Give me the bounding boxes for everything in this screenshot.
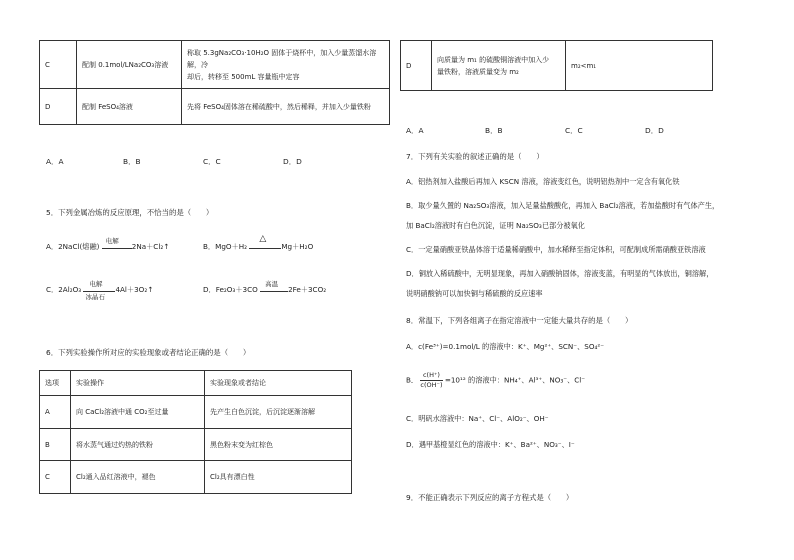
row-result: [182, 41, 390, 89]
row-operation: 配制 0.1mol/LNa₂CO₃溶液: [77, 41, 182, 89]
q7-option-b: B．取少量久置的 Na₂SO₃溶液，加入足量盐酸酸化，再加入 BaCl₂溶液，若加盐酸时有气体产生，: [406, 201, 720, 210]
q6-row-operation: 向 CaCl₂溶液中通 CO₂至过量: [71, 396, 205, 429]
row-result: m₂<m₁: [566, 41, 713, 91]
row-operation-line: 向质量为 m₁ 的硫酸铜溶液中加入少: [437, 55, 550, 64]
question-7-stem: 7．下列有关实验的叙述正确的是（ ）: [406, 152, 544, 161]
q6-row-result: Cl₂具有漂白性: [205, 461, 352, 494]
q6-header-operation: 实验操作: [71, 371, 205, 396]
row-label: D: [401, 41, 432, 91]
question-6-stem: 6．下列实验操作所对应的实验现象或者结论正确的是（ ）: [46, 348, 251, 357]
q6-table: [39, 370, 352, 494]
q8-option-a: A．c(Fe³⁺)=0.1mol/L 的溶液中：K⁺、Mg²⁺、SCN⁻、SO₄²⁻: [406, 342, 605, 351]
q5-option-d: D．Fe₂O₃＋3CO 高温 2Fe＋3CO₂: [203, 280, 327, 294]
option-a: A．A: [406, 126, 424, 135]
q7-option-d-cont: 说明硝酸钠可以加快铜与稀硫酸的反应速率: [406, 289, 543, 298]
option-d: D．D: [645, 126, 664, 135]
q6-header-option: 选项: [40, 371, 71, 396]
q6-row-operation: Cl₂通入品红溶液中，褪色: [71, 461, 205, 494]
row-result-line: 称取 5.3gNa₂CO₃·10H₂O 固体于烧杯中，加入少量蒸馏水溶解，冷: [187, 48, 377, 69]
question-9-stem: 9．不能正确表示下列反应的离子方程式是（ ）: [406, 493, 574, 502]
q5-option-a: A．2NaCl(熔融) 电解 2Na＋Cl₂↑: [46, 237, 170, 251]
row-label: D: [40, 89, 77, 125]
q8-fraction: $\frac{c(H^+)}{c(OH^-)}$: [420, 371, 443, 389]
q6-header-result: 实验现象或者结论: [205, 371, 352, 396]
q6-row-label: A: [40, 396, 71, 429]
row-operation-line: 量铁粉，溶液质量变为 m₂: [437, 67, 519, 76]
question-8-stem: 8．常温下，下列各组离子在指定溶液中一定能大量共存的是（ ）: [406, 316, 633, 325]
question-5-stem: 5．下列金属冶炼的反应原理，不恰当的是（ ）: [46, 208, 214, 217]
q6-row-result: 黑色粉末变为红棕色: [205, 429, 352, 461]
right-top-table: [400, 40, 713, 91]
option-b: B．B: [123, 157, 141, 166]
row-result: 先将 FeSO₄固体溶在稀硫酸中，然后稀释，并加入少量铁粉: [182, 89, 390, 125]
row-label: C: [40, 41, 77, 89]
option-b: B．B: [485, 126, 503, 135]
left-top-table: [39, 40, 390, 125]
q7-option-a: A．铝热剂加入盐酸后再加入 KSCN 溶液，溶液变红色，说明铝热剂中一定含有氧化铁: [406, 177, 680, 186]
row-operation: 配制 FeSO₄溶液: [77, 89, 182, 125]
q8-option-d: D．遇甲基橙显红色的溶液中：K⁺、Ba²⁺、NO₃⁻、I⁻: [406, 440, 575, 449]
q8-option-b: B． $\frac{c(H^+)}{c(OH^-)}$ =10¹² 的溶液中：NH₄⁺、Al³⁺、NO₃⁻、Cl⁻: [406, 371, 586, 389]
q8-option-c: C．明矾水溶液中：Na⁺、Cl⁻、AlO₂⁻、OH⁻: [406, 414, 549, 423]
q5-option-b: B．MgO＋H₂ △ Mg＋H₂O: [203, 234, 314, 251]
row-operation: [432, 41, 566, 91]
q6-row-result: 先产生白色沉淀，后沉淀逐渐溶解: [205, 396, 352, 429]
q6-row-label: C: [40, 461, 71, 494]
option-c: C．C: [203, 157, 221, 166]
option-a: A．A: [46, 157, 64, 166]
option-d: D．D: [283, 157, 302, 166]
q6-row-label: B: [40, 429, 71, 461]
option-c: C．C: [565, 126, 583, 135]
row-result-line: 却后，转移至 500mL 容量瓶中定容: [187, 72, 300, 81]
q7-option-d: D．铜放入稀硫酸中，无明显现象，再加入硝酸钠固体，溶液变蓝，有明显的气体放出，铜溶解，: [406, 269, 714, 278]
q7-option-c: C．一定量硝酸亚铁晶体溶于适量稀硝酸中，加水稀释至指定体积，可配制成所需硝酸亚铁溶液: [406, 245, 706, 254]
q5-option-c: C．2Al₂O₃ 电解 冰晶石 4Al＋3O₂↑: [46, 280, 154, 301]
q6-row-operation: 将水蒸气通过灼热的铁粉: [71, 429, 205, 461]
q7-option-b-cont: 加 BaCl₂溶液时有白色沉淀，证明 Na₂SO₃已部分被氧化: [406, 221, 585, 230]
